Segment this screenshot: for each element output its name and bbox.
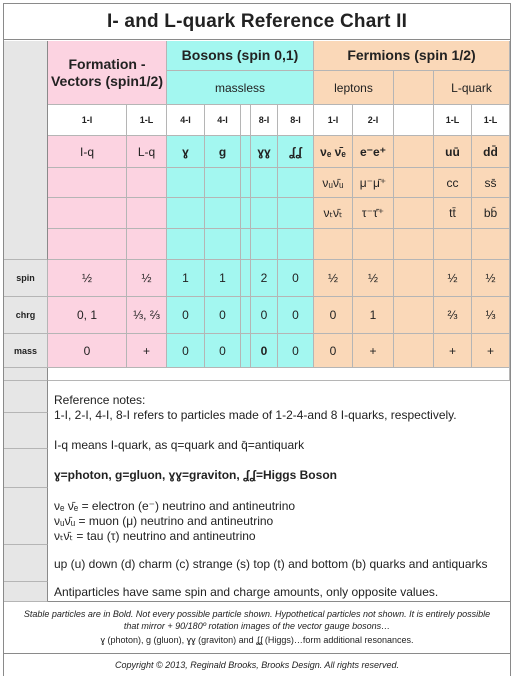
property-cell-spin: ½ (353, 260, 394, 297)
note-i-quark: I-q means I-quark, as q=quark and q̄=antiquark (54, 438, 305, 452)
subgroup-l-quark: L-quark (434, 71, 510, 105)
left-margin-block (4, 488, 48, 545)
particle-cell (48, 198, 127, 229)
row-label-chrg: chrg (4, 297, 48, 334)
property-cell-spin: ½ (472, 260, 510, 297)
left-margin-block (4, 582, 48, 602)
property-cell-mass: + (353, 334, 394, 368)
note-antiparticles: Antiparticles have same spin and charge amounts, only opposite values. (54, 585, 439, 599)
particle-cell (278, 229, 314, 260)
particle-cell: L-q (127, 136, 167, 168)
particle-cell (314, 229, 353, 260)
property-cell-spin: ½ (314, 260, 353, 297)
left-margin-block (4, 368, 48, 381)
left-margin-block (4, 41, 48, 260)
particle-cell (127, 229, 167, 260)
column-header (394, 105, 434, 136)
column-header: 1-L (127, 105, 167, 136)
particle-cell (167, 168, 205, 198)
property-cell-chrg: 0 (167, 297, 205, 334)
subgroup-massless: massless (167, 71, 314, 105)
left-margin-block (4, 413, 48, 449)
property-cell-chrg: 0 (251, 297, 278, 334)
property-cell-mass: 0 (205, 334, 241, 368)
property-cell-chrg: ⅔ (434, 297, 472, 334)
particle-cell (48, 229, 127, 260)
particle-cell (167, 229, 205, 260)
particle-cell: ʆʆ (278, 136, 314, 168)
property-cell-mass: 0 (278, 334, 314, 368)
note-tau-neutrino: νₜν̄ₜ = tau (τ) neutrino and antineutrino (54, 529, 256, 543)
note-muon-neutrino: νᵤν̄ᵤ = muon (μ) neutrino and antineutrino (54, 514, 274, 528)
property-cell-spin (241, 260, 251, 297)
property-cell-chrg (241, 297, 251, 334)
particle-cell (205, 229, 241, 260)
column-header: 4-I (167, 105, 205, 136)
particle-cell (205, 198, 241, 229)
particle-cell (251, 168, 278, 198)
property-cell-mass: + (434, 334, 472, 368)
column-header: 1-I (48, 105, 127, 136)
footnote-stable-particles (4, 602, 510, 654)
particle-cell (278, 168, 314, 198)
column-header (241, 105, 251, 136)
reference-chart (3, 3, 511, 676)
particle-cell (241, 136, 251, 168)
property-cell-chrg: 0, 1 (48, 297, 127, 334)
column-header: 2-I (353, 105, 394, 136)
property-cell-chrg: 0 (205, 297, 241, 334)
particle-cell (127, 198, 167, 229)
property-cell-chrg: 0 (278, 297, 314, 334)
particle-cell (167, 198, 205, 229)
particle-cell (251, 198, 278, 229)
row-label-spin: spin (4, 260, 48, 297)
notes-heading: Reference notes: (54, 393, 146, 407)
property-cell-chrg: 0 (314, 297, 353, 334)
footnote-line-1: Stable particles are in Bold. Not every possible particle shown. Hypothetical particles not shown. It is entirely possible that mirror + 90/180º rotation images of the vector gauge bosons… (23, 609, 491, 631)
particle-cell (278, 198, 314, 229)
particle-cell (434, 229, 472, 260)
copyright: Copyright © 2013, Reginald Brooks, Brooks Design. All rights reserved. (4, 654, 510, 676)
particle-cell (394, 229, 434, 260)
particle-cell (241, 229, 251, 260)
property-cell-mass: 0 (48, 334, 127, 368)
property-cell-spin: ½ (48, 260, 127, 297)
left-margin-block (4, 545, 48, 582)
property-cell-spin (394, 260, 434, 297)
property-cell-mass: 0 (251, 334, 278, 368)
particle-cell: e⁻e⁺ (353, 136, 394, 168)
note-quarks: up (u) down (d) charm (c) strange (s) top (t) and bottom (b) quarks and antiquarks (54, 557, 488, 571)
subgroup-spacer (394, 71, 434, 105)
footnote-line-2: ɣ (photon), g (gluon), ɣɣ (graviton) and ʆʆ (Higgs)…form additional resonances. (100, 635, 414, 645)
left-margin-block (4, 381, 48, 413)
property-cell-mass (394, 334, 434, 368)
subgroup-leptons: leptons (314, 71, 394, 105)
particle-cell (241, 168, 251, 198)
property-cell-spin: 1 (205, 260, 241, 297)
particle-cell: I-q (48, 136, 127, 168)
row-label-mass: mass (4, 334, 48, 368)
column-header: 1-L (434, 105, 472, 136)
particle-cell (394, 136, 434, 168)
property-cell-mass: + (127, 334, 167, 368)
column-header: 4-I (205, 105, 241, 136)
property-cell-spin: 0 (278, 260, 314, 297)
particle-cell (251, 229, 278, 260)
particle-cell (394, 198, 434, 229)
particle-cell: νᵤν̄ᵤ (314, 168, 353, 198)
property-cell-chrg: 1 (353, 297, 394, 334)
particle-cell: uū (434, 136, 472, 168)
particle-cell: bb̄ (472, 198, 510, 229)
property-cell-mass: + (472, 334, 510, 368)
property-cell-spin: 2 (251, 260, 278, 297)
note-boson-symbols: ɣ=photon, g=gluon, ɣɣ=graviton, ʆʆ=Higgs Boson (54, 468, 337, 482)
particle-cell: ɣ (167, 136, 205, 168)
chart-title: I- and L-quark Reference Chart II (4, 4, 510, 40)
table-spacer (48, 368, 510, 381)
particle-cell (205, 168, 241, 198)
column-header: 1-I (314, 105, 353, 136)
particle-cell (241, 198, 251, 229)
property-cell-chrg: ⅓, ⅔ (127, 297, 167, 334)
particle-cell (48, 168, 127, 198)
property-cell-mass: 0 (167, 334, 205, 368)
column-header: 1-L (472, 105, 510, 136)
property-cell-chrg (394, 297, 434, 334)
group-fermions: Fermions (spin 1/2) (314, 41, 510, 71)
particle-cell (394, 168, 434, 198)
particle-cell: μ⁻μ̄⁺ (353, 168, 394, 198)
particle-cell: νₜν̄ₜ (314, 198, 353, 229)
particle-cell: tt̄ (434, 198, 472, 229)
column-header: 8-I (278, 105, 314, 136)
property-cell-mass: 0 (314, 334, 353, 368)
column-header: 8-I (251, 105, 278, 136)
particle-cell: τ⁻τ̄⁺ (353, 198, 394, 229)
particle-cell: dd̄ (472, 136, 510, 168)
group-bosons: Bosons (spin 0,1) (167, 41, 314, 71)
particle-cell: νₑ ν̄ₑ (314, 136, 353, 168)
particle-cell (353, 229, 394, 260)
particle-cell: ss̄ (472, 168, 510, 198)
property-cell-chrg: ⅓ (472, 297, 510, 334)
property-cell-spin: 1 (167, 260, 205, 297)
property-cell-spin: ½ (434, 260, 472, 297)
group-formation-vectors: Formation -Vectors (spin1/2) (48, 41, 167, 105)
particle-cell: ɣɣ (251, 136, 278, 168)
property-cell-spin: ½ (127, 260, 167, 297)
property-cell-mass (241, 334, 251, 368)
note-electron-neutrino: νₑ ν̄ₑ = electron (e⁻) neutrino and antineutrino (54, 499, 296, 513)
particle-cell (127, 168, 167, 198)
particle-cell (472, 229, 510, 260)
particle-cell: cc (434, 168, 472, 198)
left-margin-block (4, 449, 48, 488)
note-particle-counts: 1-I, 2-I, 4-I, 8-I refers to particles made of 1-2-4-and 8 I-quarks, respectively. (54, 408, 457, 422)
particle-cell: g (205, 136, 241, 168)
reference-notes (48, 381, 510, 602)
